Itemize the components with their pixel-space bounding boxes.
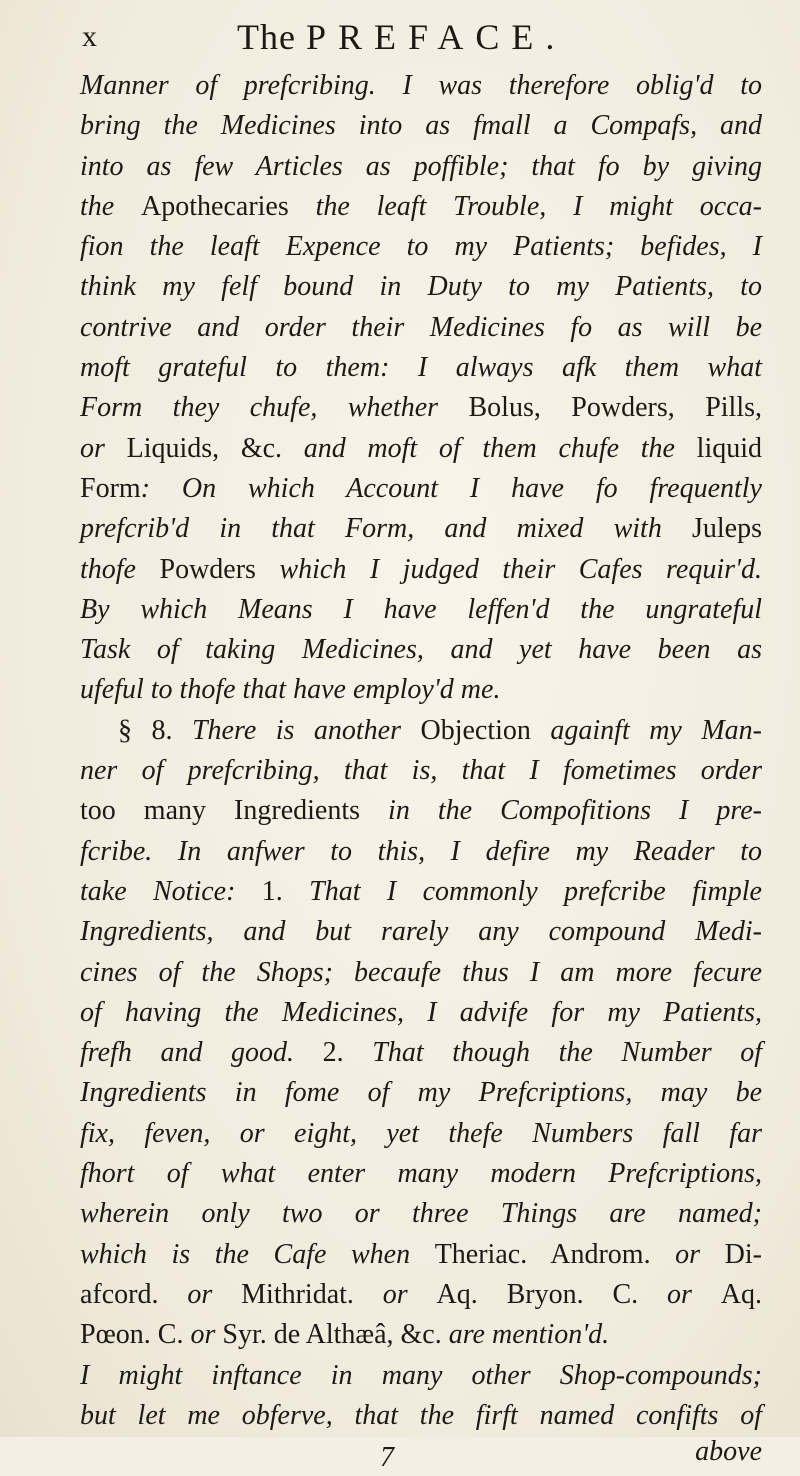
text-line xyxy=(80,429,762,469)
text-run: Form they chufe, whether xyxy=(80,392,469,424)
text-run: of having the Medicines, I advife for my Patients, xyxy=(80,996,762,1028)
text-run: thofe xyxy=(80,553,160,585)
text-line xyxy=(80,550,762,590)
text-line xyxy=(80,1315,762,1355)
running-title-word: The xyxy=(237,17,296,57)
text-line xyxy=(80,388,762,428)
text-run: fix, feven, or eight, yet thefe Numbers fall far xyxy=(80,1117,762,1149)
footer-row xyxy=(80,1436,762,1476)
text-run: take Notice: xyxy=(80,875,262,907)
text-run: I might inftance in many other Shop-compounds; xyxy=(80,1359,762,1391)
text-line xyxy=(80,1275,762,1315)
text-line xyxy=(80,1396,762,1436)
running-title-preface: PREFACE. xyxy=(305,17,567,57)
text-run: By which Means I have leffen'd the ungrateful xyxy=(80,593,762,625)
catchword: above xyxy=(695,1436,762,1468)
text-line xyxy=(80,348,762,388)
text-run: prefcrib'd in that Form, and mixed with xyxy=(80,513,692,545)
text-run: the leaft Trouble, I might occa- xyxy=(288,190,762,222)
text-run: think my felf bound in Duty to my Patients, to xyxy=(80,271,762,303)
text-run: Ingredients in fome of my Prefcriptions, may be xyxy=(80,1077,762,1109)
text-run: againft my Man- xyxy=(530,714,762,746)
text-run: or xyxy=(638,1278,721,1310)
text-run: or xyxy=(183,1319,223,1351)
text-line xyxy=(80,1114,762,1154)
page-header xyxy=(82,16,762,66)
text-run: Apothecaries xyxy=(141,190,289,222)
running-title xyxy=(237,16,566,58)
text-run: Ingredients, and but rarely any compound Medi- xyxy=(80,916,762,948)
text-run: Objection xyxy=(420,714,531,746)
text-line xyxy=(80,1194,762,1234)
text-run: Juleps xyxy=(692,513,762,545)
text-line xyxy=(80,469,762,509)
text-run: or xyxy=(80,432,127,464)
text-line xyxy=(80,1356,762,1396)
text-run: ner of prefcribing, that is, that I fometimes order xyxy=(80,755,762,787)
text-line xyxy=(80,751,762,791)
text-line xyxy=(80,227,762,267)
text-run: Syr. de Althæâ, &c. xyxy=(222,1319,442,1351)
text-line xyxy=(80,670,762,710)
text-run: Aq. Bryon. C. xyxy=(436,1278,639,1310)
text-run: afcord. xyxy=(80,1278,159,1310)
text-run: bring the Medicines into as fmall a Compafs, and xyxy=(80,110,762,142)
text-run: Manner of prefcribing. I was therefore oblig'd to xyxy=(80,70,762,101)
body-text xyxy=(80,66,762,1476)
text-run: frefh and good. xyxy=(80,1037,323,1069)
text-line xyxy=(80,590,762,630)
text-line xyxy=(80,147,762,187)
text-line xyxy=(80,187,762,227)
text-run: Mithridat. xyxy=(241,1278,354,1310)
text-line xyxy=(80,308,762,348)
text-line xyxy=(80,630,762,670)
text-line xyxy=(80,1235,762,1275)
text-run: cines of the Shops; becaufe thus I am more fecure xyxy=(80,956,762,988)
text-line xyxy=(80,872,762,912)
text-run: or xyxy=(158,1278,242,1310)
text-run: There is another xyxy=(191,714,421,746)
text-run: § 8. xyxy=(118,714,192,746)
text-line xyxy=(80,912,762,952)
text-run: are mention'd. xyxy=(441,1319,610,1351)
text-run: Pœon. C. xyxy=(80,1319,184,1351)
text-line xyxy=(80,1073,762,1113)
text-run: fhort of what enter many modern Prefcriptions, xyxy=(80,1158,762,1190)
text-run: fcribe. In anfwer to this, I defire my Reader to xyxy=(80,835,762,867)
text-run: : On which Account I have fo frequently xyxy=(140,472,762,504)
text-line xyxy=(80,953,762,993)
text-run: wherein only two or three Things are named; xyxy=(80,1198,762,1230)
text-run: and moft of them chufe the xyxy=(282,432,697,464)
text-run: Bolus, Powders, Pills, xyxy=(468,392,762,424)
text-run: moft grateful to them: I always afk them what xyxy=(80,352,762,384)
text-run: Aq. xyxy=(720,1278,763,1310)
text-run: ufeful to thofe that have employ'd me. xyxy=(80,674,501,706)
text-run: which is the Cafe when xyxy=(80,1238,435,1270)
text-line xyxy=(80,711,762,751)
text-run: Di- xyxy=(724,1238,762,1270)
text-run: into as few Articles as poffible; that fo by giving xyxy=(80,150,762,182)
text-line xyxy=(80,1154,762,1194)
text-run: but let me obferve, that the firft named confifts of xyxy=(80,1399,762,1431)
text-line xyxy=(80,267,762,307)
signature-mark: 7 xyxy=(380,1442,394,1474)
text-line xyxy=(80,993,762,1033)
text-line xyxy=(80,791,762,831)
text-run: or xyxy=(353,1278,437,1310)
text-line xyxy=(80,66,762,106)
text-run: Task of taking Medicines, and yet have been as xyxy=(80,634,762,666)
text-run: 1. xyxy=(261,875,283,907)
text-run: in the Compofitions I pre- xyxy=(360,795,762,827)
text-run: fion the leaft Expence to my Patients; befides, I xyxy=(80,231,762,263)
text-run: Powders xyxy=(159,553,256,585)
text-line xyxy=(80,1033,762,1073)
text-run: Theriac. Androm. xyxy=(434,1238,651,1270)
text-run: the xyxy=(80,190,142,222)
text-run: too many Ingredients xyxy=(80,795,361,827)
text-run: liquid xyxy=(696,432,763,464)
text-line xyxy=(80,106,762,146)
text-run: which I judged their Cafes requir'd. xyxy=(255,553,762,585)
text-run: Liquids, &c. xyxy=(126,432,283,464)
text-run: Form xyxy=(80,472,141,504)
text-run: 2. xyxy=(322,1037,344,1069)
text-run: or xyxy=(650,1238,725,1270)
page-number: x xyxy=(82,20,97,53)
text-run: That I commonly prefcribe fimple xyxy=(282,875,762,907)
text-line xyxy=(80,509,762,549)
text-run: That though the Number of xyxy=(343,1037,763,1069)
text-run: contrive and order their Medicines fo as will be xyxy=(80,311,762,343)
text-line xyxy=(80,832,762,872)
